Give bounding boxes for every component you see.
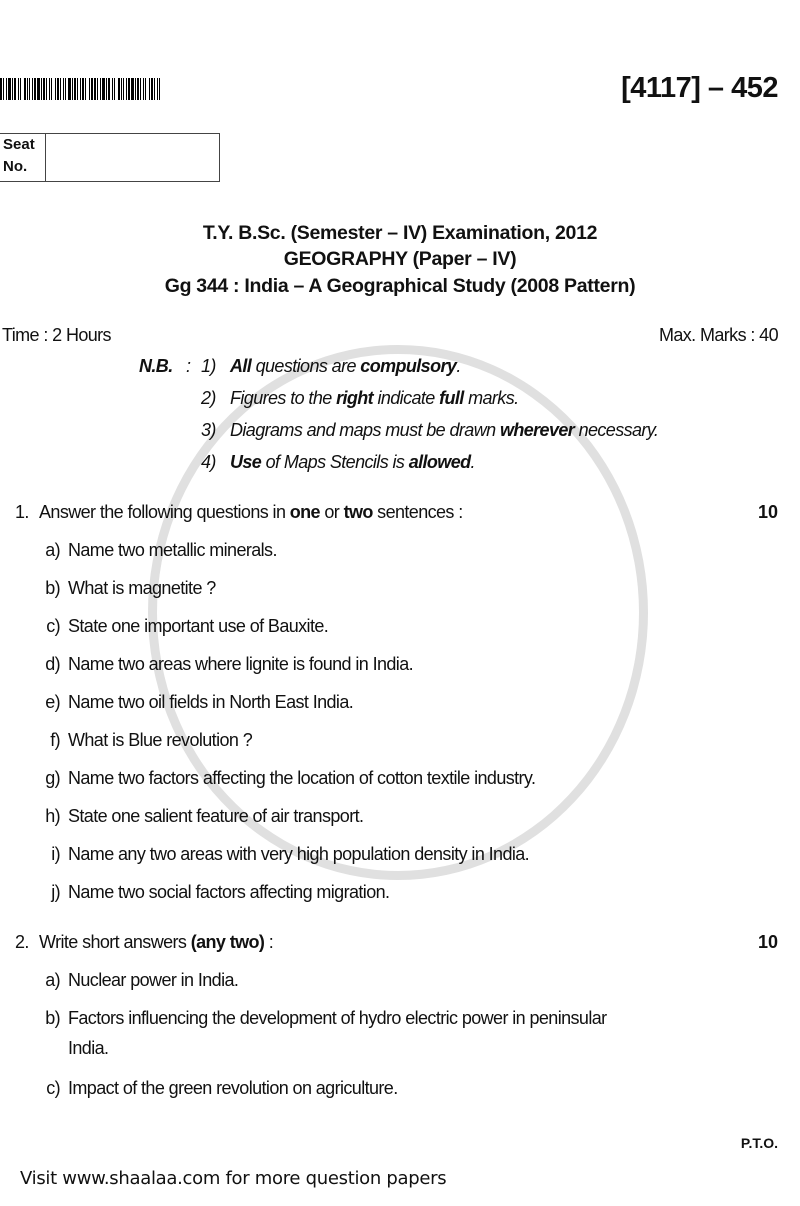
instruction-text (230, 356, 461, 377)
instruction-number: 1) (201, 356, 216, 376)
text-segment: sentences : (372, 502, 463, 522)
paper-code: [4117] – 452 (621, 72, 778, 104)
sub-question-label: c) (46, 1078, 60, 1098)
text-segment: questions are (251, 356, 361, 376)
text-segment: or (319, 502, 344, 522)
barcode (0, 78, 160, 100)
time-label: Time : 2 Hours (2, 325, 111, 345)
exam-title: T.Y. B.Sc. (Semester – IV) Examination, 2012 (202, 222, 598, 244)
sub-question-text: Nuclear power in India. (68, 970, 239, 990)
sub-question-label: i) (51, 844, 60, 864)
instruction-text (230, 452, 475, 473)
sub-question-label: a) (45, 540, 60, 560)
instruction-number: 4) (201, 452, 216, 472)
sub-question-text: What is Blue revolution ? (68, 730, 253, 750)
sub-question-text: Name two areas where lignite is found in India. (68, 654, 414, 674)
seat-label-line1: Seat (3, 136, 35, 153)
max-marks-label: Max. Marks : 40 (658, 325, 778, 345)
text-segment: allowed (408, 452, 471, 472)
question-marks: 10 (757, 932, 778, 952)
nb-label: N.B. (139, 356, 173, 376)
sub-question-text: Name any two areas with very high population density in India. (68, 844, 530, 864)
question-text (39, 932, 273, 953)
sub-question-label: j) (51, 882, 60, 902)
seat-label (0, 134, 46, 181)
seat-label-line2: No. (3, 158, 28, 175)
text-segment: . (470, 452, 475, 472)
sub-question-text: Name two factors affecting the location of cotton textile industry. (68, 768, 536, 788)
sub-question-text-continued: India. (68, 1038, 109, 1058)
instruction-text (230, 388, 519, 409)
question-number: 2. (15, 932, 29, 952)
sub-question-label: a) (45, 970, 60, 990)
text-segment: Figures to the (230, 388, 337, 408)
sub-question-label: d) (45, 654, 60, 674)
instruction-number: 3) (201, 420, 216, 440)
footer-text: Visit www.shaalaa.com for more question papers (20, 1168, 447, 1189)
text-segment: full (439, 388, 464, 408)
text-segment: indicate (373, 388, 440, 408)
sub-question-text: Factors influencing the development of hydro electric power in peninsular (68, 1008, 607, 1028)
question-marks: 10 (757, 502, 778, 522)
text-segment: Write short answers (39, 932, 191, 952)
sub-question-text: Impact of the green revolution on agriculture. (68, 1078, 398, 1098)
text-segment: of Maps Stencils is (261, 452, 409, 472)
text-segment: Diagrams and maps must be drawn (230, 420, 500, 440)
text-segment: compulsory (360, 356, 457, 376)
text-segment: two (343, 502, 373, 522)
text-segment: : (264, 932, 274, 952)
text-segment: marks. (463, 388, 519, 408)
nb-separator: : (186, 356, 191, 376)
text-segment: . (456, 356, 461, 376)
text-segment: one (289, 502, 320, 522)
sub-question-label: f) (50, 730, 60, 750)
sub-question-label: c) (46, 616, 60, 636)
question-number: 1. (15, 502, 29, 522)
text-segment: right (336, 388, 374, 408)
text-segment: (any two) (190, 932, 265, 952)
sub-question-text: Name two oil fields in North East India. (68, 692, 354, 712)
instruction-text (230, 420, 658, 441)
text-segment: necessary. (574, 420, 659, 440)
text-segment: Answer the following questions in (39, 502, 290, 522)
sub-question-label: h) (45, 806, 60, 826)
text-segment: Use (230, 452, 262, 472)
sub-question-text: Name two metallic minerals. (68, 540, 277, 560)
sub-question-text: Name two social factors affecting migration. (68, 882, 390, 902)
question-text (39, 502, 463, 523)
sub-question-label: b) (45, 578, 60, 598)
barcode-bar (159, 78, 160, 100)
instruction-number: 2) (201, 388, 216, 408)
seat-number-box (0, 133, 220, 182)
subject-title: GEOGRAPHY (Paper – IV) (283, 248, 517, 270)
sub-question-label: g) (45, 768, 60, 788)
sub-question-label: b) (45, 1008, 60, 1028)
sub-question-text: State one salient feature of air transport. (68, 806, 364, 826)
sub-question-text: What is magnetite ? (68, 578, 216, 598)
text-segment: wherever (499, 420, 575, 440)
sub-question-text: State one important use of Bauxite. (68, 616, 329, 636)
course-title: Gg 344 : India – A Geographical Study (2008 Pattern) (164, 275, 636, 297)
pto-label: P.T.O. (740, 1135, 778, 1151)
sub-question-label: e) (45, 692, 60, 712)
text-segment: All (230, 356, 252, 376)
